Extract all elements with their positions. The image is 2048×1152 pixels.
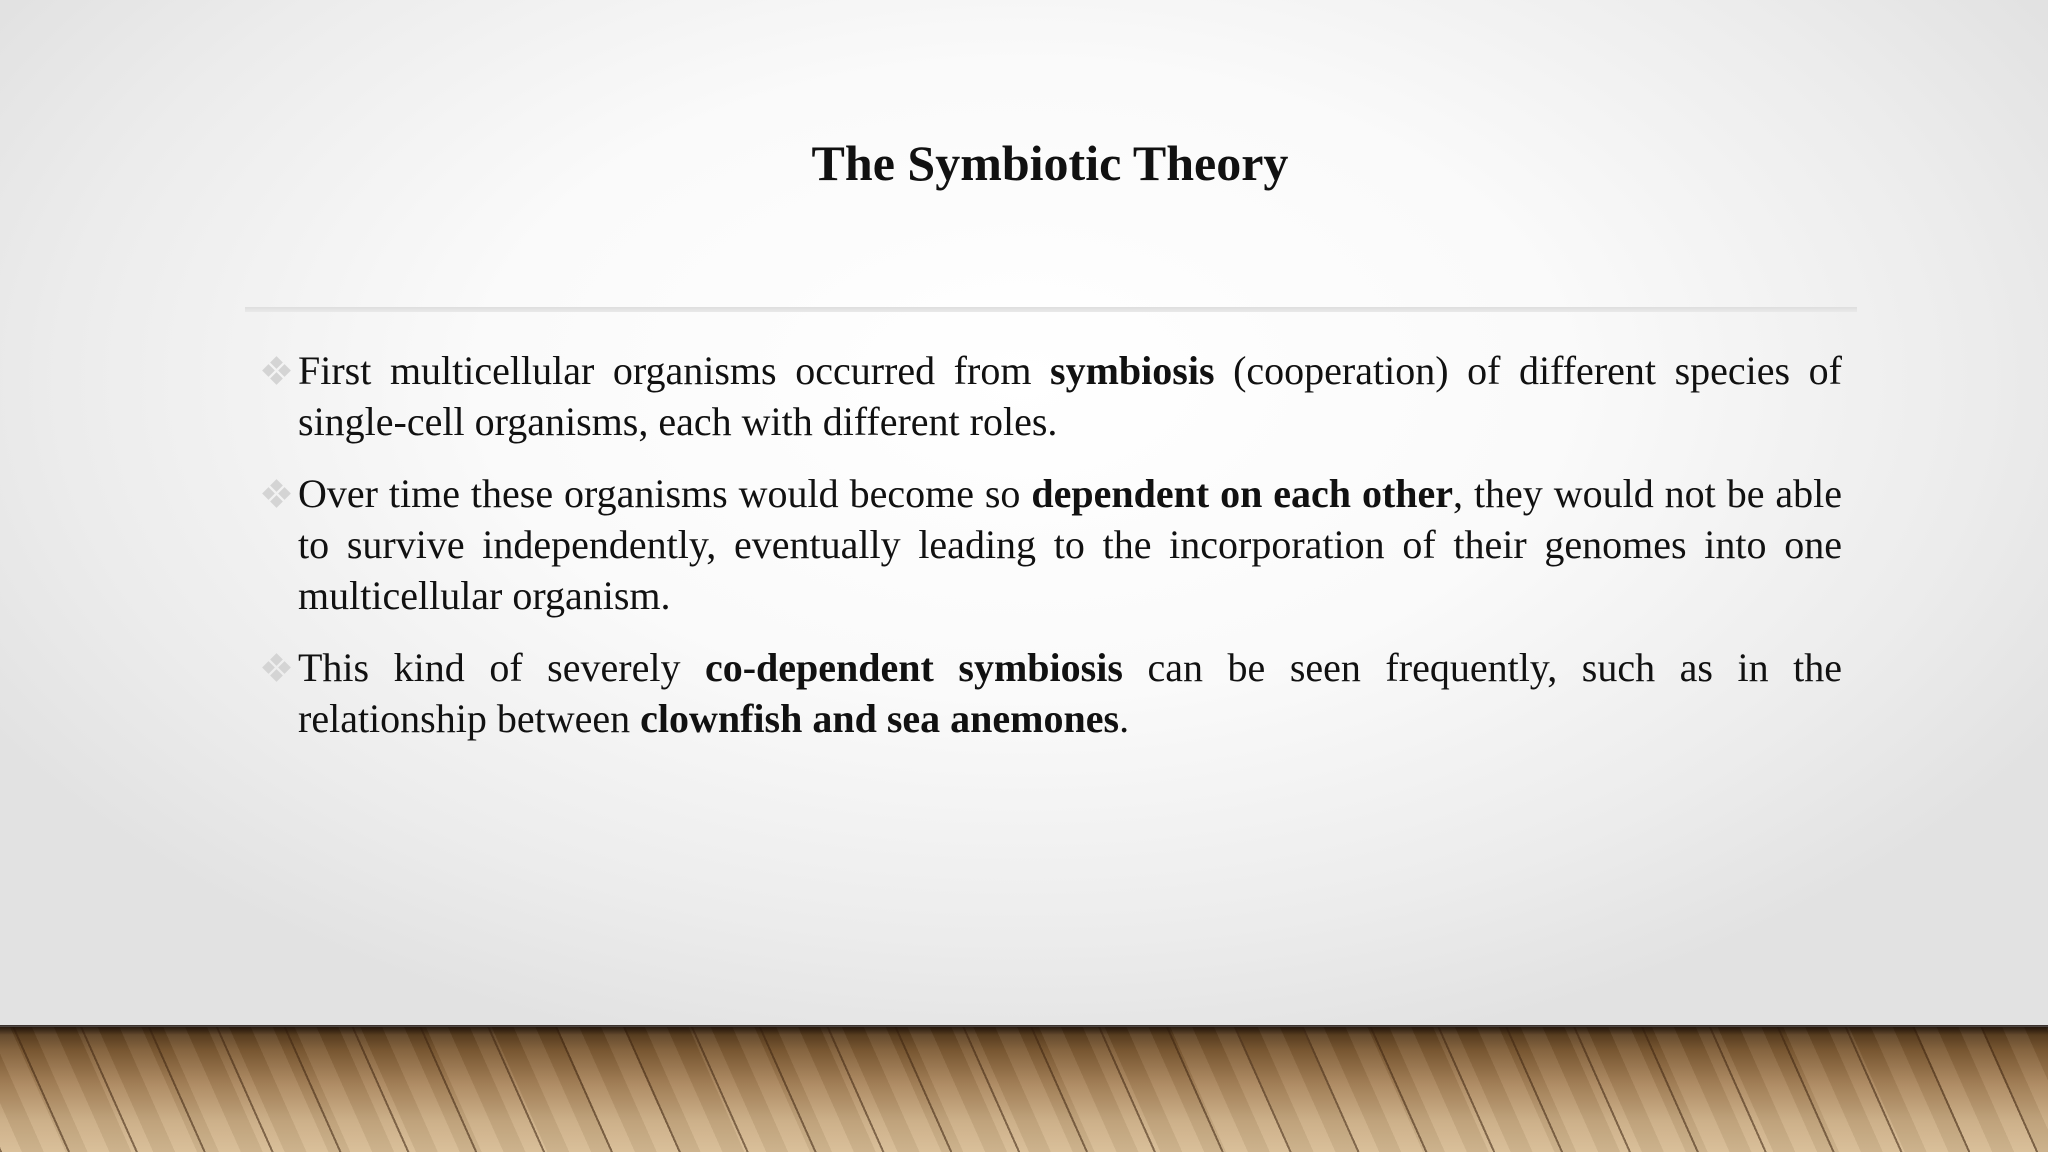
bullet-text: First multicellular organisms occurred from — [298, 348, 1051, 393]
bullet-item — [258, 468, 1842, 621]
floor-edge-shadow — [0, 1025, 2048, 1035]
bullet-item — [258, 345, 1842, 447]
slide-title: The Symbiotic Theory — [811, 135, 1289, 191]
bullet-text: (cooperation) of different species of single-cell organisms, each with different roles. — [298, 348, 1842, 444]
wooden-floor-image — [0, 1027, 2048, 1152]
four-diamond-bullet-icon — [262, 480, 290, 508]
four-diamond-bullet-icon — [262, 654, 290, 682]
title-divider — [245, 307, 1857, 312]
bullet-text: Over time these organisms would become so — [298, 471, 1032, 516]
bullet-emphasis: dependent on each other — [1031, 471, 1454, 516]
slide-content — [258, 345, 1842, 765]
bullet-text: This kind of severely — [298, 645, 705, 690]
bullet-emphasis: symbiosis — [1050, 348, 1215, 393]
bullet-text: , they would not be able to survive independently, eventually leading to the incorporation of their genomes into one multicellular organism. — [298, 471, 1842, 618]
bullet-emphasis: co-dependent symbiosis — [704, 645, 1123, 690]
bullet-emphasis: clownfish and sea anemones — [640, 696, 1120, 741]
bullet-item — [258, 642, 1842, 744]
bullet-text: . — [1119, 696, 1130, 741]
four-diamond-bullet-icon — [262, 357, 290, 385]
bullet-text: can be seen frequently, such as in the relationship between — [298, 645, 1843, 741]
